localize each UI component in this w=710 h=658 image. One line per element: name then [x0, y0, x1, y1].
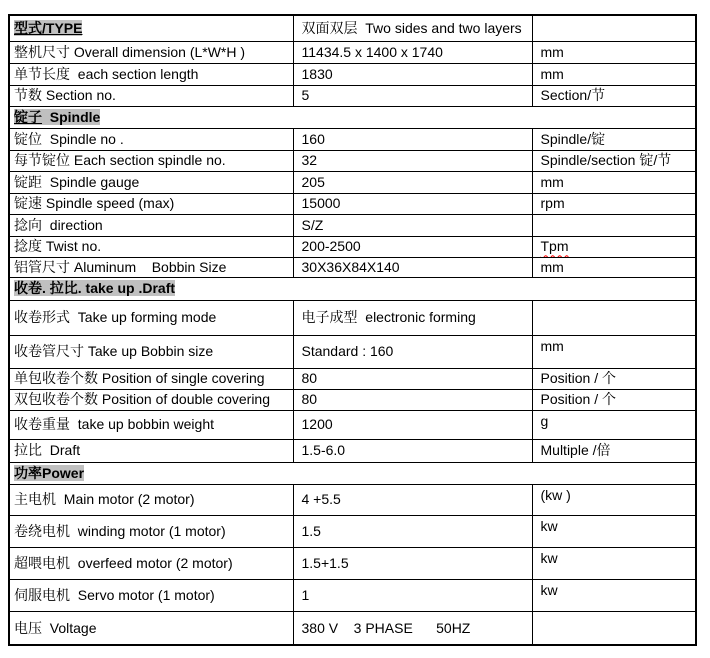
- unit-cell: [532, 214, 696, 236]
- unit-cell: kw: [532, 515, 696, 547]
- section-header-cell: [9, 462, 696, 484]
- row-section-no: [9, 85, 696, 106]
- value-cell: Standard : 160: [293, 335, 532, 368]
- row-servo-motor: [9, 579, 696, 611]
- param-cell: 收卷重量 take up bobbin weight: [9, 410, 293, 439]
- unit-cell: (kw ): [532, 484, 696, 515]
- section-title: 锭子 Spindle: [14, 108, 101, 125]
- section-header-cell: [9, 277, 696, 300]
- row-voltage: [9, 611, 696, 645]
- value-cell: 160: [293, 128, 532, 150]
- value-cell: 15000: [293, 193, 532, 214]
- unit-cell: kw: [532, 579, 696, 611]
- param-cell: 单包收卷个数 Position of single covering: [9, 368, 293, 389]
- param-cell: 伺服电机 Servo motor (1 motor): [9, 579, 293, 611]
- value-cell: 1.5: [293, 515, 532, 547]
- value-cell: 1830: [293, 63, 532, 85]
- value-cell: S/Z: [293, 214, 532, 236]
- param-cell: 铝管尺寸 Aluminum Bobbin Size: [9, 257, 293, 277]
- param-cell: [9, 15, 293, 41]
- value-cell: 380 V 3 PHASE 50HZ: [293, 611, 532, 645]
- row-main-motor: [9, 484, 696, 515]
- row-draft: [9, 439, 696, 462]
- row-spindle-gauge: [9, 171, 696, 193]
- row-take-up-bobbin-size: [9, 335, 696, 368]
- section-title: 功率Power: [14, 464, 85, 481]
- value-cell: 1.5+1.5: [293, 547, 532, 579]
- row-aluminum-bobbin-size: [9, 257, 696, 277]
- unit-cell: Multiple /倍: [532, 439, 696, 462]
- unit-cell: [532, 236, 696, 257]
- row-winding-motor: [9, 515, 696, 547]
- row-section-length: [9, 63, 696, 85]
- section-header-cell: [9, 106, 696, 128]
- value-cell: 1200: [293, 410, 532, 439]
- value-cell: 5: [293, 85, 532, 106]
- param-cell: 收卷形式 Take up forming mode: [9, 300, 293, 335]
- param-cell: 捻向 direction: [9, 214, 293, 236]
- row-spindle-no: [9, 128, 696, 150]
- unit-cell: Spindle/section 锭/节: [532, 150, 696, 171]
- value-cell: 11434.5 x 1400 x 1740: [293, 41, 532, 63]
- unit-cell: Position / 个: [532, 389, 696, 410]
- value-cell: 80: [293, 389, 532, 410]
- row-each-section-spindle-no: [9, 150, 696, 171]
- param-cell: 收卷管尺寸 Take up Bobbin size: [9, 335, 293, 368]
- value-cell: 200-2500: [293, 236, 532, 257]
- param-cell: 超喂电机 overfeed motor (2 motor): [9, 547, 293, 579]
- row-take-up-bobbin-weight: [9, 410, 696, 439]
- param-cell: 主电机 Main motor (2 motor): [9, 484, 293, 515]
- param-cell: 双包收卷个数 Position of double covering: [9, 389, 293, 410]
- unit-cell: mm: [532, 171, 696, 193]
- row-take-up-forming-mode: [9, 300, 696, 335]
- value-cell: 电子成型 electronic forming: [293, 300, 532, 335]
- param-cell: 节数 Section no.: [9, 85, 293, 106]
- unit-cell: [532, 15, 696, 41]
- param-cell: 锭位 Spindle no .: [9, 128, 293, 150]
- value-cell: 80: [293, 368, 532, 389]
- section-power: [9, 462, 696, 484]
- unit-cell: mm: [532, 335, 696, 368]
- unit-cell: Spindle/锭: [532, 128, 696, 150]
- row-twist-direction: [9, 214, 696, 236]
- value-cell: 205: [293, 171, 532, 193]
- param-cell: 捻度 Twist no.: [9, 236, 293, 257]
- unit-cell: Position / 个: [532, 368, 696, 389]
- row-single-covering-positions: [9, 368, 696, 389]
- param-cell: 每节锭位 Each section spindle no.: [9, 150, 293, 171]
- section-title: 收卷. 拉比. take up .Draft: [14, 280, 176, 297]
- unit-cell: mm: [532, 41, 696, 63]
- param-cell: 整机尺寸 Overall dimension (L*W*H ): [9, 41, 293, 63]
- row-overfeed-motor: [9, 547, 696, 579]
- section-take-up-draft: [9, 277, 696, 300]
- row-twist-no: [9, 236, 696, 257]
- row-spindle-speed: [9, 193, 696, 214]
- param-cell: 电压 Voltage: [9, 611, 293, 645]
- type-title: 型式/TYPE: [14, 20, 83, 37]
- unit-cell: [532, 611, 696, 645]
- unit-cell: Section/节: [532, 85, 696, 106]
- param-cell: 卷绕电机 winding motor (1 motor): [9, 515, 293, 547]
- unit-cell: kw: [532, 547, 696, 579]
- value-cell: 1.5-6.0: [293, 439, 532, 462]
- param-cell: 拉比 Draft: [9, 439, 293, 462]
- spellcheck-squiggle-text: Tpm: [540, 238, 569, 255]
- unit-cell: rpm: [532, 193, 696, 214]
- value-cell: 32: [293, 150, 532, 171]
- param-cell: 锭速 Spindle speed (max): [9, 193, 293, 214]
- value-cell: 30X36X84X140: [293, 257, 532, 277]
- document-page: [8, 14, 697, 646]
- row-overall-dimension: [9, 41, 696, 63]
- row-double-covering-positions: [9, 389, 696, 410]
- unit-cell: [532, 300, 696, 335]
- value-cell: 双面双层 Two sides and two layers: [293, 15, 532, 41]
- value-cell: 1: [293, 579, 532, 611]
- unit-cell: g: [532, 410, 696, 439]
- param-cell: 单节长度 each section length: [9, 63, 293, 85]
- spec-table: [8, 14, 697, 646]
- param-cell: 锭距 Spindle gauge: [9, 171, 293, 193]
- row-type: [9, 15, 696, 41]
- value-cell: 4 +5.5: [293, 484, 532, 515]
- section-spindle: [9, 106, 696, 128]
- unit-cell: mm: [532, 63, 696, 85]
- unit-cell: mm: [532, 257, 696, 277]
